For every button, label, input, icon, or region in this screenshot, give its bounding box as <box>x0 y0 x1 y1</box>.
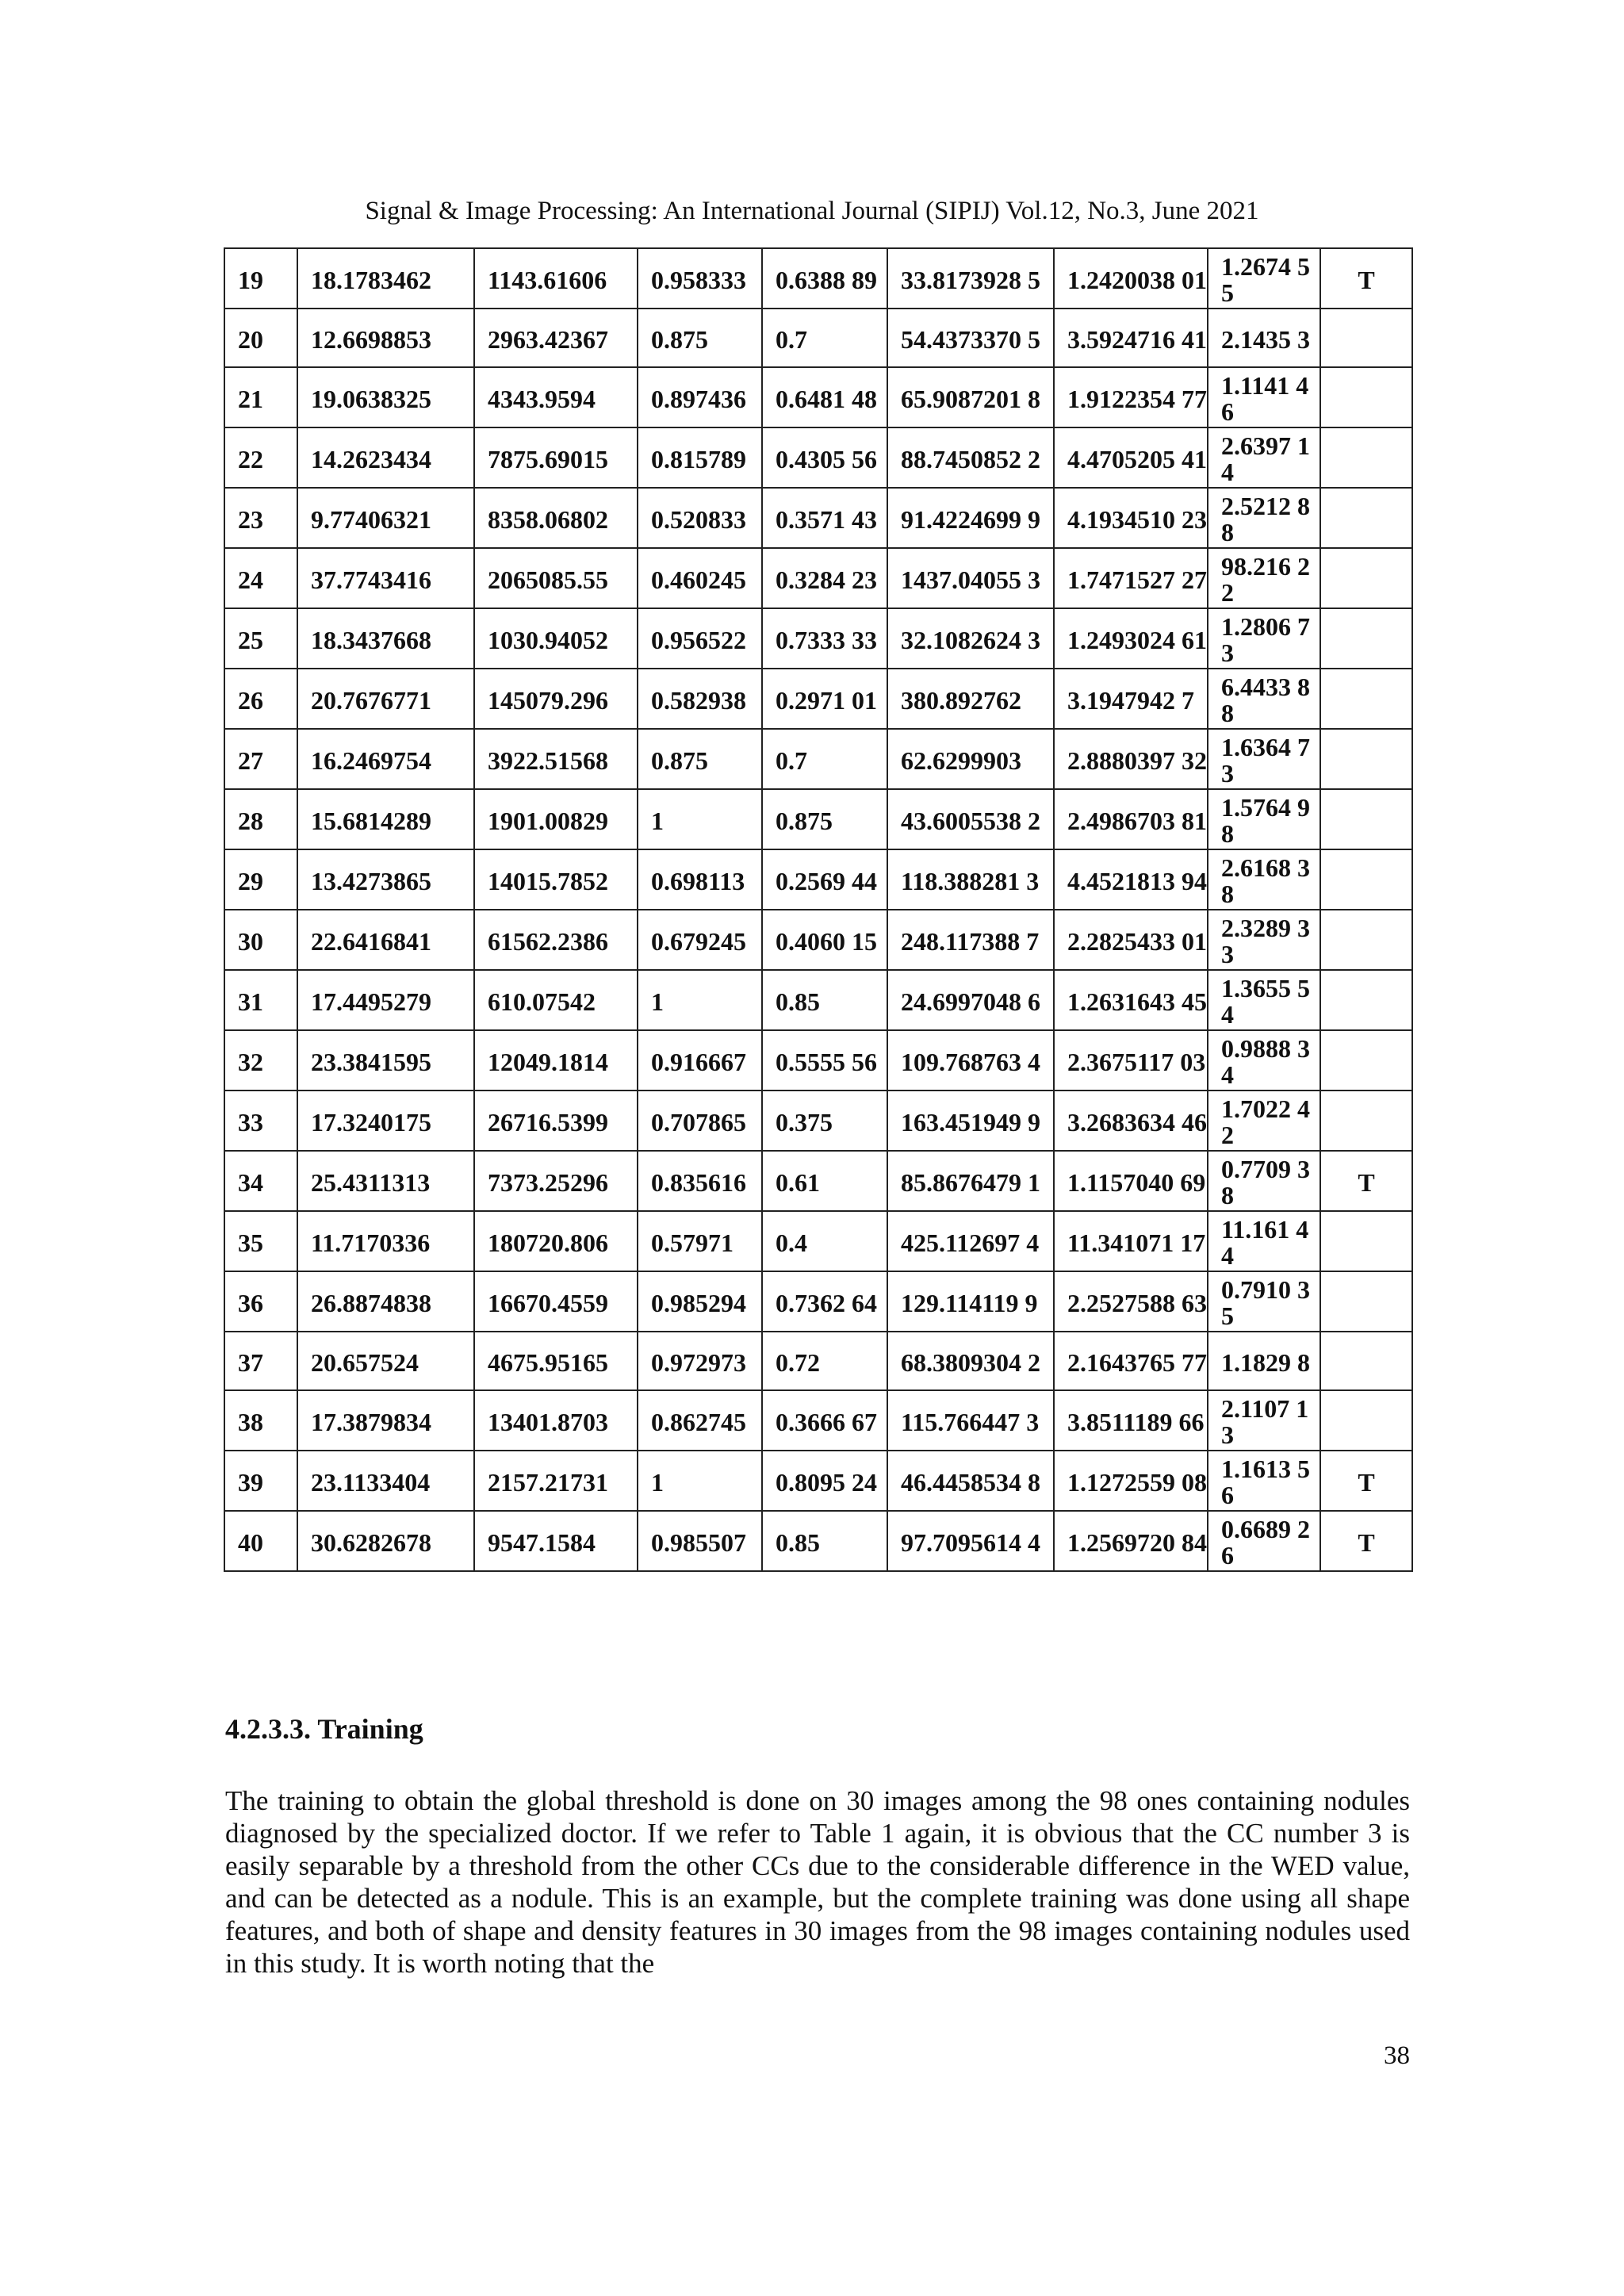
table-cell: 31 <box>224 970 297 1030</box>
table-cell: 1 <box>638 789 762 849</box>
table-cell: 1 <box>638 970 762 1030</box>
table-cell: 20.657524 <box>297 1332 474 1390</box>
table-cell: 15.6814289 <box>297 789 474 849</box>
table-cell: 4.4705205 41 <box>1054 427 1208 488</box>
table-cell: 20 <box>224 309 297 367</box>
table-cell: 1437.04055 3 <box>887 548 1054 608</box>
table-cell: 1.1157040 69 <box>1054 1151 1208 1211</box>
table-cell: 0.985507 <box>638 1511 762 1571</box>
table-cell: 3.5924716 41 <box>1054 309 1208 367</box>
table-cell: 2157.21731 <box>474 1451 638 1511</box>
table-cell: 2.1435 3 <box>1208 309 1320 367</box>
table-row <box>224 1390 1412 1451</box>
table-cell: 1.3655 54 <box>1208 970 1320 1030</box>
table-cell: 23.3841595 <box>297 1030 474 1091</box>
results-table <box>224 247 1413 1572</box>
table-cell: 14.2623434 <box>297 427 474 488</box>
table-cell: 27 <box>224 729 297 789</box>
table-cell: 118.388281 3 <box>887 849 1054 910</box>
table-cell: 32.1082624 3 <box>887 608 1054 669</box>
table-cell: 2.8880397 32 <box>1054 729 1208 789</box>
table-cell: 0.897436 <box>638 367 762 427</box>
table-cell: 12049.1814 <box>474 1030 638 1091</box>
table-cell: 11.7170336 <box>297 1211 474 1271</box>
table-cell: 30 <box>224 910 297 970</box>
table-cell: 9547.1584 <box>474 1511 638 1571</box>
table-cell <box>1320 1332 1412 1390</box>
table-cell: 25.4311313 <box>297 1151 474 1211</box>
table-cell: 0.7910 35 <box>1208 1271 1320 1332</box>
table-cell: 9.77406321 <box>297 488 474 548</box>
table-cell: 21 <box>224 367 297 427</box>
table-row <box>224 548 1412 608</box>
table-cell: 33 <box>224 1091 297 1151</box>
table-cell: 38 <box>224 1390 297 1451</box>
table-cell: 16670.4559 <box>474 1271 638 1332</box>
table-cell: 0.85 <box>762 1511 887 1571</box>
table-cell: 0.85 <box>762 970 887 1030</box>
table-cell: T <box>1320 248 1412 309</box>
table-cell: 43.6005538 2 <box>887 789 1054 849</box>
table-cell: 0.4060 15 <box>762 910 887 970</box>
table-cell: 180720.806 <box>474 1211 638 1271</box>
table-cell: 1.9122354 77 <box>1054 367 1208 427</box>
table-cell: 0.835616 <box>638 1151 762 1211</box>
table-cell: 0.707865 <box>638 1091 762 1151</box>
table-cell: 40 <box>224 1511 297 1571</box>
table-cell: 23 <box>224 488 297 548</box>
table-cell: 34 <box>224 1151 297 1211</box>
table-row <box>224 1151 1412 1211</box>
table-cell: 0.3571 43 <box>762 488 887 548</box>
table-cell: 18.3437668 <box>297 608 474 669</box>
table-cell: 37.7743416 <box>297 548 474 608</box>
table-cell: 7875.69015 <box>474 427 638 488</box>
table-cell: 62.6299903 <box>887 729 1054 789</box>
table-cell: 2.3675117 03 <box>1054 1030 1208 1091</box>
table-cell: 0.3284 23 <box>762 548 887 608</box>
table-cell: 33.8173928 5 <box>887 248 1054 309</box>
body-paragraph: The training to obtain the global threshold is done on 30 images among the 98 ones containing nodules diagnosed by the specialized doctor. If we refer to Table 1 again, it is obvious that the CC number 3 is easily separable by a threshold from the other CCs due to the considerable difference in the WED value, and can be detected as a nodule. This is an example, but the complete training was done using all shape features, and both of shape and density features in 30 images from the 98 images containing nodules used in this study. It is worth noting that the <box>225 1785 1410 1979</box>
table-cell: 11.161 44 <box>1208 1211 1320 1271</box>
table-row <box>224 1091 1412 1151</box>
table-cell: 4343.9594 <box>474 367 638 427</box>
table-cell: 1143.61606 <box>474 248 638 309</box>
table-cell: 0.5555 56 <box>762 1030 887 1091</box>
table-cell: 17.4495279 <box>297 970 474 1030</box>
table-cell: 115.766447 3 <box>887 1390 1054 1451</box>
table-cell <box>1320 367 1412 427</box>
table-cell: 1.1829 8 <box>1208 1332 1320 1390</box>
table-cell: 7373.25296 <box>474 1151 638 1211</box>
table-cell: 6.4433 88 <box>1208 669 1320 729</box>
table-row <box>224 789 1412 849</box>
table-cell: 0.875 <box>638 309 762 367</box>
table-cell: 0.815789 <box>638 427 762 488</box>
table-cell: 4.4521813 94 <box>1054 849 1208 910</box>
table-cell: 88.7450852 2 <box>887 427 1054 488</box>
table-cell: 12.6698853 <box>297 309 474 367</box>
table-cell: 0.520833 <box>638 488 762 548</box>
table-cell: 0.875 <box>762 789 887 849</box>
table-cell: 2.3289 33 <box>1208 910 1320 970</box>
table-cell: 23.1133404 <box>297 1451 474 1511</box>
table-cell: 1.1272559 08 <box>1054 1451 1208 1511</box>
table-cell: 0.9888 34 <box>1208 1030 1320 1091</box>
table-cell: 26 <box>224 669 297 729</box>
section-heading: 4.2.3.3. Training <box>225 1713 423 1745</box>
table-cell: 61562.2386 <box>474 910 638 970</box>
table-row <box>224 970 1412 1030</box>
table-cell: 425.112697 4 <box>887 1211 1054 1271</box>
table-cell <box>1320 1211 1412 1271</box>
table-cell: 1.6364 73 <box>1208 729 1320 789</box>
table-cell: 0.679245 <box>638 910 762 970</box>
table-cell: 91.4224699 9 <box>887 488 1054 548</box>
table-cell: 1.2674 55 <box>1208 248 1320 309</box>
table-cell: 0.2971 01 <box>762 669 887 729</box>
table-cell <box>1320 488 1412 548</box>
table-cell: 0.57971 <box>638 1211 762 1271</box>
table-row <box>224 367 1412 427</box>
table-row <box>224 248 1412 309</box>
table-cell: 98.216 22 <box>1208 548 1320 608</box>
table-cell: 35 <box>224 1211 297 1271</box>
table-cell <box>1320 309 1412 367</box>
table-cell: 26.8874838 <box>297 1271 474 1332</box>
table-cell: 129.114119 9 <box>887 1271 1054 1332</box>
table-cell <box>1320 1030 1412 1091</box>
table-cell: 4675.95165 <box>474 1332 638 1390</box>
table-cell: 32 <box>224 1030 297 1091</box>
table-cell: 3922.51568 <box>474 729 638 789</box>
table-row <box>224 1271 1412 1332</box>
table-cell: T <box>1320 1151 1412 1211</box>
table-cell: 0.875 <box>638 729 762 789</box>
table-cell: 68.3809304 2 <box>887 1332 1054 1390</box>
table-cell: 0.985294 <box>638 1271 762 1332</box>
table-cell: 2.1643765 77 <box>1054 1332 1208 1390</box>
table-cell: 0.4305 56 <box>762 427 887 488</box>
table-cell: 1.1141 46 <box>1208 367 1320 427</box>
table-body <box>224 248 1412 1571</box>
table-cell: 380.892762 <box>887 669 1054 729</box>
table-cell: 1.2631643 45 <box>1054 970 1208 1030</box>
table-cell: 0.7333 33 <box>762 608 887 669</box>
table-cell: 0.2569 44 <box>762 849 887 910</box>
table-cell: 1030.94052 <box>474 608 638 669</box>
table-cell: 0.6388 89 <box>762 248 887 309</box>
table-cell: 0.862745 <box>638 1390 762 1451</box>
table-cell: 17.3879834 <box>297 1390 474 1451</box>
table-row <box>224 910 1412 970</box>
table-row <box>224 427 1412 488</box>
table-cell: 36 <box>224 1271 297 1332</box>
table-cell: 0.698113 <box>638 849 762 910</box>
table-cell: 0.72 <box>762 1332 887 1390</box>
table-cell: 2.1107 13 <box>1208 1390 1320 1451</box>
table-cell <box>1320 427 1412 488</box>
table-cell: 39 <box>224 1451 297 1511</box>
table-cell: 54.4373370 5 <box>887 309 1054 367</box>
table-row <box>224 669 1412 729</box>
table-cell <box>1320 1271 1412 1332</box>
table-cell: 0.460245 <box>638 548 762 608</box>
table-cell: 16.2469754 <box>297 729 474 789</box>
table-cell: 4.1934510 23 <box>1054 488 1208 548</box>
running-header: Signal & Image Processing: An International Journal (SIPIJ) Vol.12, No.3, June 2021 <box>365 197 1259 225</box>
table-cell: 2.2527588 63 <box>1054 1271 1208 1332</box>
table-cell: 1.2420038 01 <box>1054 248 1208 309</box>
table-cell: 22 <box>224 427 297 488</box>
table-cell: 26716.5399 <box>474 1091 638 1151</box>
table-cell: 2.5212 88 <box>1208 488 1320 548</box>
table-cell: 24 <box>224 548 297 608</box>
table-cell: 0.3666 67 <box>762 1390 887 1451</box>
table-row <box>224 729 1412 789</box>
table-cell: 3.8511189 66 <box>1054 1390 1208 1451</box>
table-cell: 25 <box>224 608 297 669</box>
table-cell: 0.375 <box>762 1091 887 1151</box>
table-cell: 46.4458534 8 <box>887 1451 1054 1511</box>
table-cell <box>1320 669 1412 729</box>
table-row <box>224 1511 1412 1571</box>
table-cell: T <box>1320 1511 1412 1571</box>
table-cell: 163.451949 9 <box>887 1091 1054 1151</box>
table-cell: 20.7676771 <box>297 669 474 729</box>
table-cell: 24.6997048 6 <box>887 970 1054 1030</box>
table-cell: 1 <box>638 1451 762 1511</box>
table-cell: 1.2806 73 <box>1208 608 1320 669</box>
table-cell: 0.7709 38 <box>1208 1151 1320 1211</box>
table-cell: 0.958333 <box>638 248 762 309</box>
table-row <box>224 608 1412 669</box>
table-cell: 0.6689 26 <box>1208 1511 1320 1571</box>
table-cell: 0.972973 <box>638 1332 762 1390</box>
table-cell: 11.341071 17 <box>1054 1211 1208 1271</box>
table-cell: 1.2569720 84 <box>1054 1511 1208 1571</box>
table-cell: 1.7471527 27 <box>1054 548 1208 608</box>
table-cell: 85.8676479 1 <box>887 1151 1054 1211</box>
table-cell: 13.4273865 <box>297 849 474 910</box>
table-cell: 0.582938 <box>638 669 762 729</box>
table-cell: 2.6168 38 <box>1208 849 1320 910</box>
table-cell <box>1320 789 1412 849</box>
table-cell <box>1320 849 1412 910</box>
table-cell: 30.6282678 <box>297 1511 474 1571</box>
table-cell: 2.2825433 01 <box>1054 910 1208 970</box>
table-cell <box>1320 970 1412 1030</box>
table-row <box>224 1451 1412 1511</box>
table-cell <box>1320 608 1412 669</box>
table-cell: 3.1947942 7 <box>1054 669 1208 729</box>
table-cell: 22.6416841 <box>297 910 474 970</box>
table-cell: 1901.00829 <box>474 789 638 849</box>
table-row <box>224 1211 1412 1271</box>
table-cell: 8358.06802 <box>474 488 638 548</box>
table-cell: 0.7 <box>762 729 887 789</box>
table-cell <box>1320 729 1412 789</box>
table-cell: 14015.7852 <box>474 849 638 910</box>
table-cell: 13401.8703 <box>474 1390 638 1451</box>
table-cell <box>1320 548 1412 608</box>
table-cell: 2963.42367 <box>474 309 638 367</box>
table-cell: 1.2493024 61 <box>1054 608 1208 669</box>
table-cell <box>1320 910 1412 970</box>
table-row <box>224 1030 1412 1091</box>
table-cell: 1.1613 56 <box>1208 1451 1320 1511</box>
table-cell: 2.6397 14 <box>1208 427 1320 488</box>
table-cell: 0.61 <box>762 1151 887 1211</box>
table-cell: 1.5764 98 <box>1208 789 1320 849</box>
table-cell: 610.07542 <box>474 970 638 1030</box>
page-number: 38 <box>1384 2041 1410 2070</box>
table-cell: 65.9087201 8 <box>887 367 1054 427</box>
table-row <box>224 1332 1412 1390</box>
table-cell: 28 <box>224 789 297 849</box>
table-cell: 1.7022 42 <box>1208 1091 1320 1151</box>
table-cell: 0.7 <box>762 309 887 367</box>
table-cell <box>1320 1390 1412 1451</box>
table-cell: 29 <box>224 849 297 910</box>
table-cell: 19.0638325 <box>297 367 474 427</box>
table-cell: 97.7095614 4 <box>887 1511 1054 1571</box>
table-row <box>224 309 1412 367</box>
table-cell: 37 <box>224 1332 297 1390</box>
table-row <box>224 849 1412 910</box>
table-row <box>224 488 1412 548</box>
table-cell: 19 <box>224 248 297 309</box>
table-cell: 248.117388 7 <box>887 910 1054 970</box>
table-cell: 109.768763 4 <box>887 1030 1054 1091</box>
table-cell: 17.3240175 <box>297 1091 474 1151</box>
table-cell: 2.4986703 81 <box>1054 789 1208 849</box>
table-cell: 0.4 <box>762 1211 887 1271</box>
table-cell: 0.7362 64 <box>762 1271 887 1332</box>
table-cell: 18.1783462 <box>297 248 474 309</box>
table-cell: 0.916667 <box>638 1030 762 1091</box>
table-cell <box>1320 1091 1412 1151</box>
table-cell: T <box>1320 1451 1412 1511</box>
table-cell: 0.956522 <box>638 608 762 669</box>
table-cell: 0.6481 48 <box>762 367 887 427</box>
table-cell: 145079.296 <box>474 669 638 729</box>
table-cell: 0.8095 24 <box>762 1451 887 1511</box>
table-cell: 3.2683634 46 <box>1054 1091 1208 1151</box>
table-cell: 2065085.55 <box>474 548 638 608</box>
